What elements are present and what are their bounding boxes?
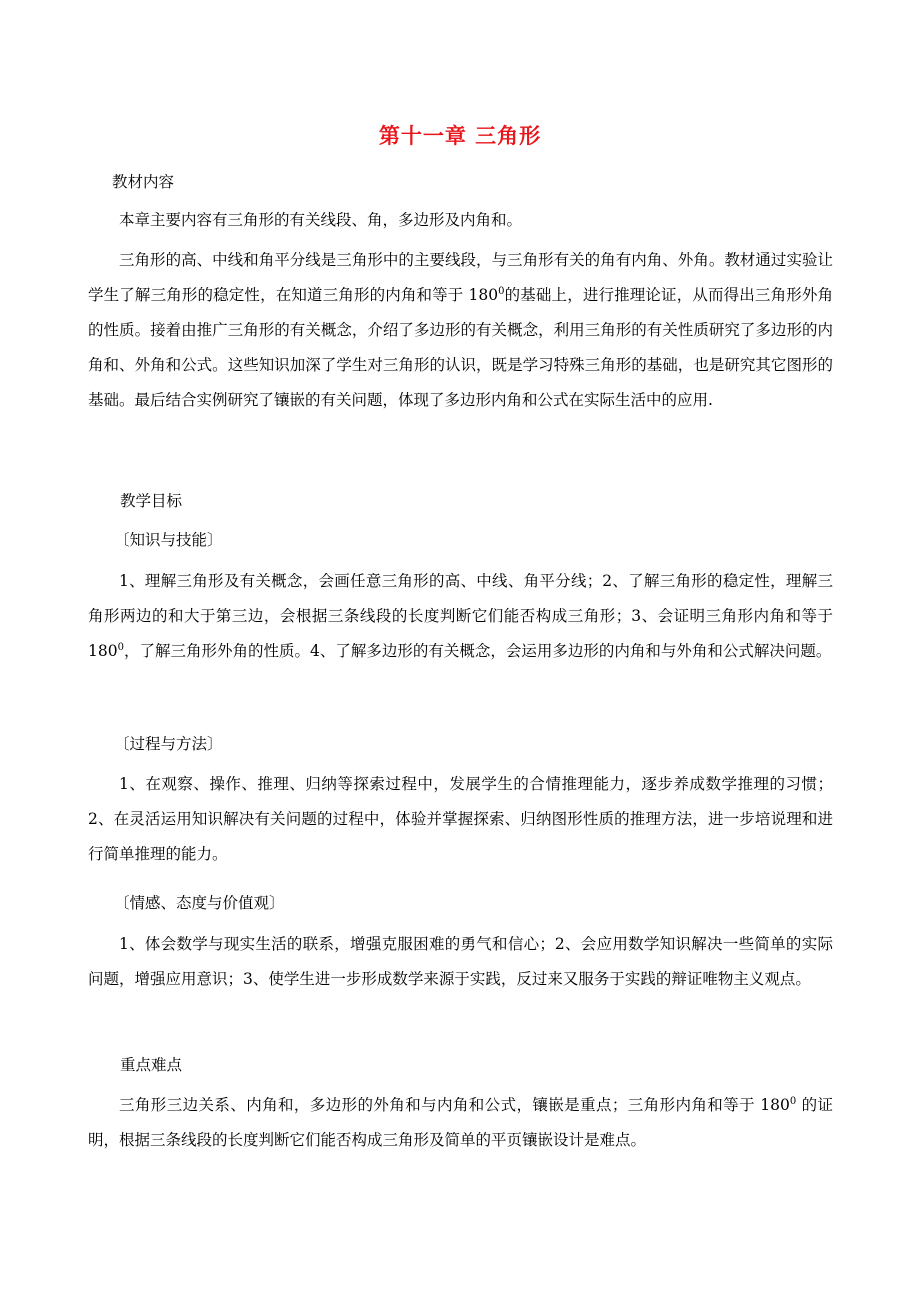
- knowledge-body: [88, 564, 833, 669]
- content-heading: 教材内容: [112, 173, 175, 191]
- knowledge-part-b: ，了解三角形外角的性质。4、了解多边形的有关概念，会运用多边形的内角和与外角和公式解决问题。: [123, 642, 832, 660]
- content-body-part-b: 的基础上，进行推理论证，从而得出三角形外角的性质。接着由推广三角形的有关概念，介绍了多边形的有关概念，利用三角形的有关性质研究了多边形的内角和、外角和公式。这些知识加深了学生对三角形的认识，既是学习特殊三角形的基础，也是研究其它图形的基础。最后结合实例研究了镶嵌的有关问题，体现了多边形内角和公式在实际生活中的应用.: [88, 286, 833, 409]
- degree-superscript: 0: [789, 1095, 797, 1107]
- emotion-body-text: 1、体会数学与现实生活的联系，增强克服困难的勇气和信心；2、会应用数学知识解决一些简单的实际问题，增强应用意识；3、使学生进一步形成数学来源于实践，反过来又服务于实践的辩证唯物主义观点。: [88, 935, 833, 988]
- content-body-part-a: 三角形的高、中线和角平分线是三角形中的主要线段，与三角形有关的角有内角、外角。教材通过实验让学生了解三角形的稳定性，在知道三角形的内角和等于 180: [88, 251, 833, 304]
- emotion-body: [88, 927, 833, 997]
- content-intro: [88, 203, 833, 238]
- knowledge-heading: 〔知识与技能〕: [114, 531, 223, 549]
- process-body-text: 1、在观察、操作、推理、归纳等探索过程中，发展学生的合情推理能力，逐步养成数学推理的习惯；2、在灵活运用知识解决有关问题的过程中，体验并掌握探索、归纳图形性质的推理方法，进一步培说理和进行简单推理的能力。: [88, 775, 833, 863]
- degree-superscript: 0: [498, 285, 505, 297]
- content-intro-text: 本章主要内容有三角形的有关线段、角，多边形及内角和。: [119, 211, 523, 229]
- emotion-heading: 〔情感、态度与价值观〕: [114, 894, 285, 912]
- goals-heading: 教学目标: [120, 492, 183, 510]
- degree-superscript: 0: [117, 641, 124, 653]
- key-heading: 重点难点: [120, 1056, 183, 1074]
- knowledge-part-a: 1、理解三角形及有关概念，会画任意三角形的高、中线、角平分线；2、了解三角形的稳定性，理解三角形两边的和大于第三边，会根据三条线段的长度判断它们能否构成三角形；3、会证明三角形内角和等于 180: [88, 572, 833, 660]
- key-body: [88, 1088, 833, 1158]
- process-heading: 〔过程与方法〕: [114, 735, 223, 753]
- content-body: [88, 243, 833, 418]
- key-part-b: 的证明，根据三条线段的长度判断它们能否构成三角形及简单的平页镶嵌设计是难点。: [88, 1096, 833, 1149]
- page-title: 第十一章 三角形: [378, 124, 542, 148]
- key-part-a: 三角形三边关系、内角和，多边形的外角和与内角和公式，镶嵌是重点；三角形内角和等于 180: [119, 1096, 790, 1114]
- process-body: [88, 767, 833, 872]
